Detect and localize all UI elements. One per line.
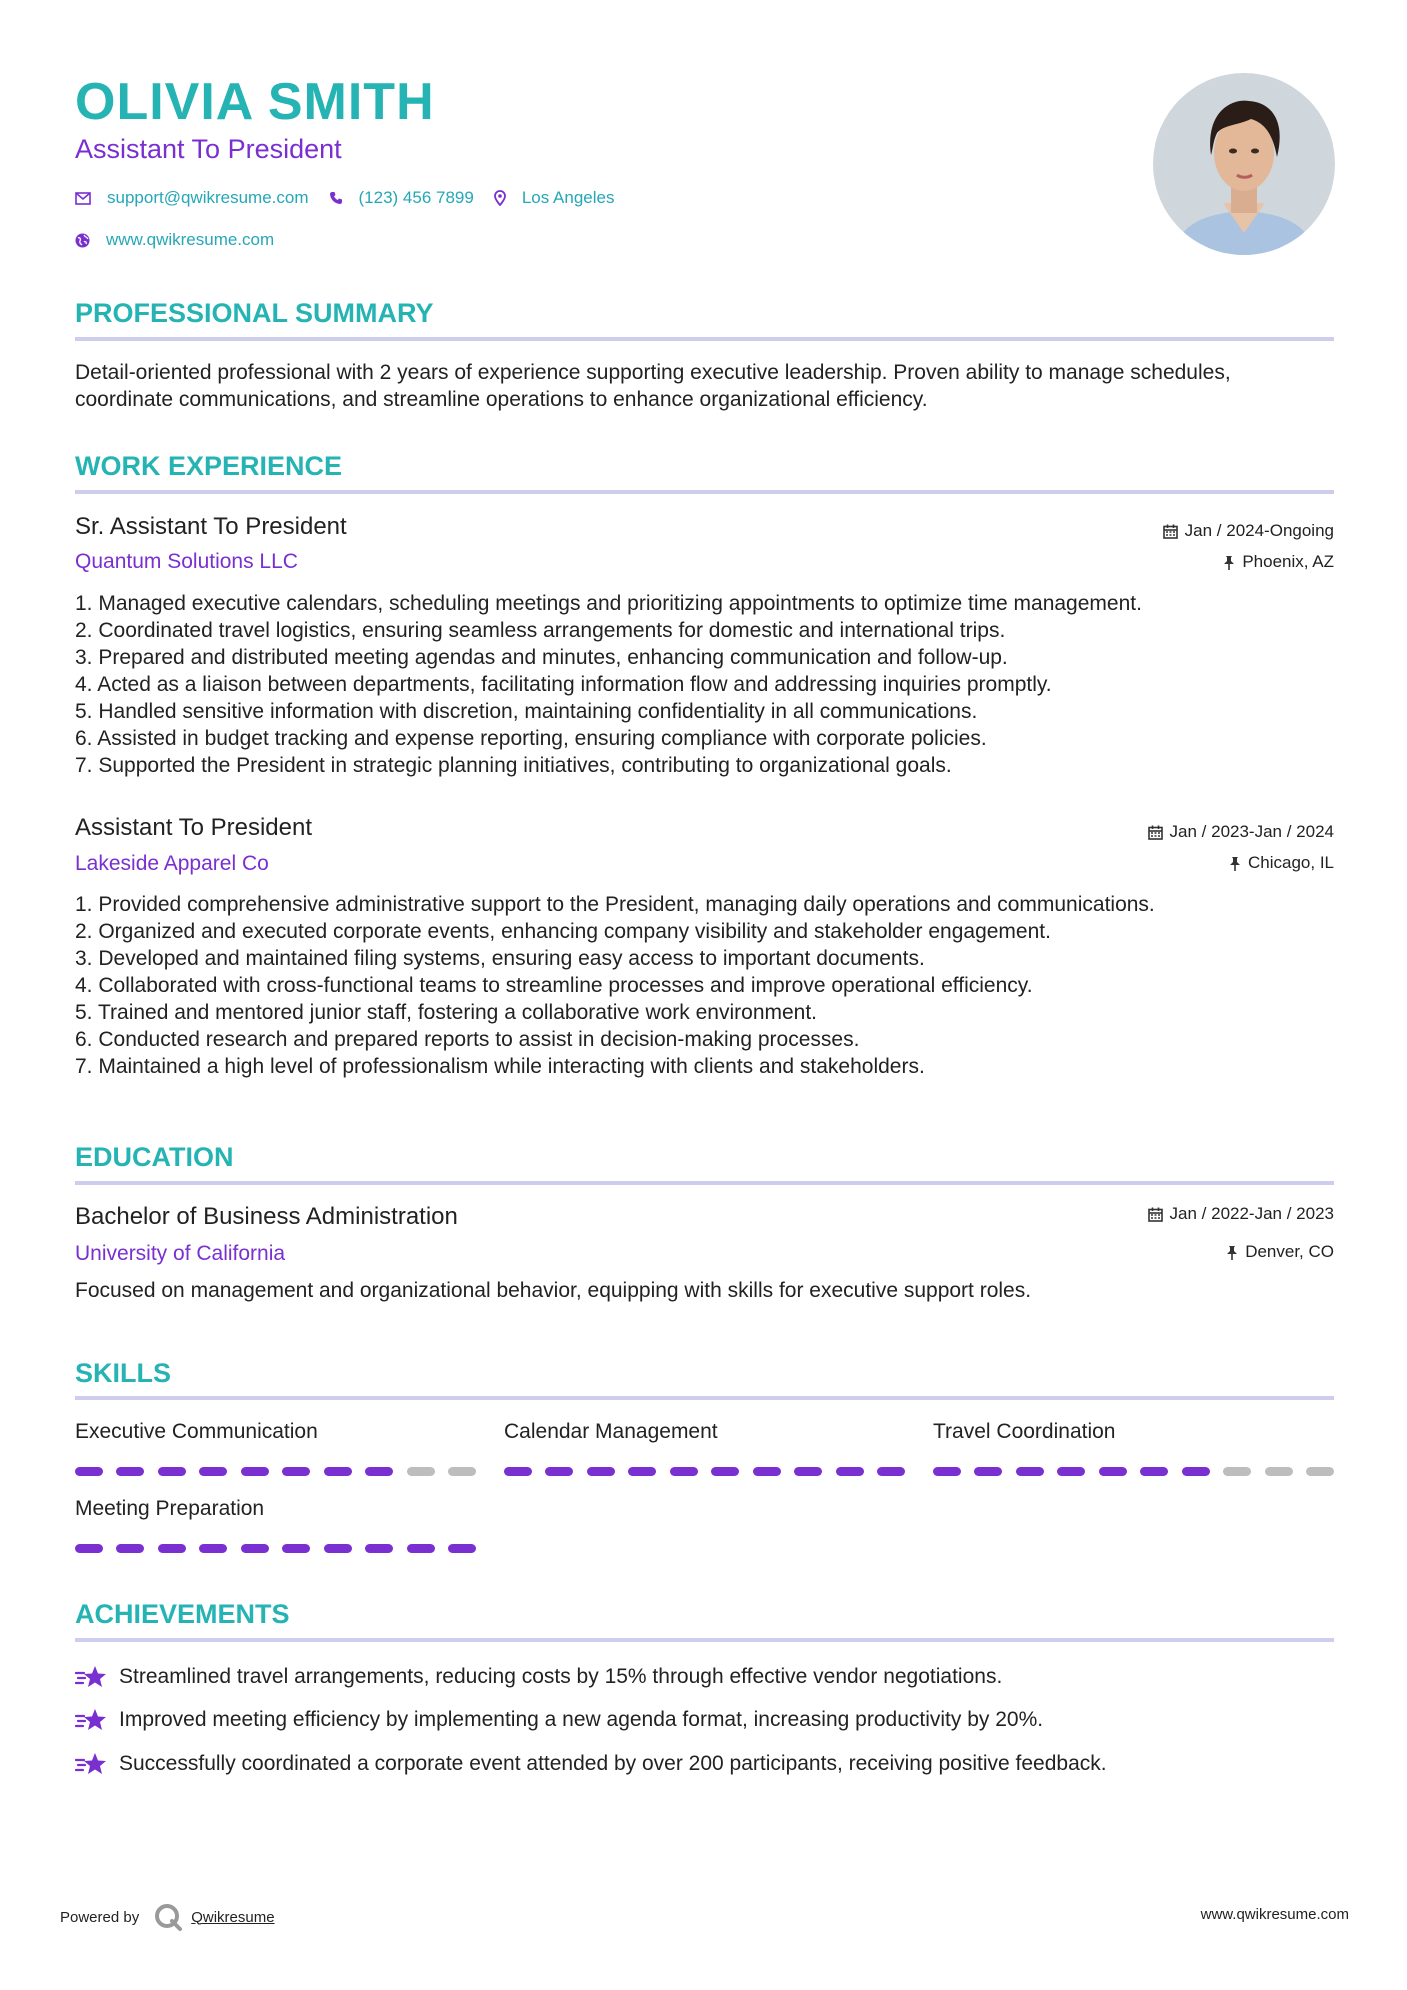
contact-row-2 [75,230,294,250]
skill-level-segment [365,1544,393,1553]
skill-level-segment [711,1467,739,1476]
skill-level-segment [75,1467,103,1476]
profile-photo [1153,73,1335,255]
summary-text: Detail-oriented professional with 2 years of experience supporting executive leadership. Proven ability to manage schedules, coordinate communications, and streamline operations to enhance organizational efficiency. [75,361,1231,411]
education-location [1226,1242,1334,1262]
job-location [1223,552,1334,572]
calendar-icon [1148,825,1163,840]
school-name: University of California [75,1242,286,1265]
list-item: 3. Developed and maintained filing systems, ensuring easy access to important documents. [75,947,925,970]
skill-level-bar [933,1467,1334,1477]
qwikresume-link[interactable]: Qwikresume [191,1908,275,1926]
job-location-text: Chicago, IL [1248,853,1334,872]
section-divider [75,490,1334,494]
skill-level-segment [1306,1467,1334,1476]
achievement-text: Streamlined travel arrangements, reducing costs by 15% through effective vendor negotiations. [119,1665,1003,1688]
envelope-icon [75,192,91,205]
list-item: 6. Assisted in budget tracking and expense reporting, ensuring compliance with corporate policies. [75,727,987,750]
skill-level-segment [877,1467,905,1476]
job-dates [1148,822,1334,842]
skill-level-segment [545,1467,573,1476]
pushpin-icon [1223,555,1235,570]
list-item: 4. Collaborated with cross-functional teams to streamline processes and improve operational efficiency. [75,974,1033,997]
list-item: 1. Managed executive calendars, scheduling meetings and prioritizing appointments to optimize time management. [75,592,1142,615]
location-item [494,188,615,208]
skill-level-segment [504,1467,532,1476]
skill-level-segment [365,1467,393,1476]
job-duties-list [75,590,1345,779]
achievement-item [75,1706,1043,1733]
pushpin-icon [1226,1245,1238,1260]
list-item: 3. Prepared and distributed meeting agendas and minutes, enhancing communication and follow-up. [75,646,1008,669]
phone-text[interactable]: (123) 456 7899 [358,188,474,207]
list-item: 5. Handled sensitive information with discretion, maintaining confidentiality in all communications. [75,700,978,723]
skill-level-segment [1182,1467,1210,1476]
skill-name: Travel Coordination [933,1420,1116,1443]
globe-icon [75,233,90,248]
job-company: Lakeside Apparel Co [75,852,269,875]
calendar-icon [1148,1207,1163,1222]
job-dates-text: Jan / 2023-Jan / 2024 [1169,822,1334,841]
achievement-item [75,1750,1107,1777]
skill-level-segment [282,1467,310,1476]
section-divider [75,337,1334,341]
list-item: 4. Acted as a liaison between departments, facilitating information flow and addressing inquiries promptly. [75,673,1052,696]
section-divider [75,1638,1334,1642]
skill-level-segment [116,1544,144,1553]
footer-powered-by [60,1902,275,1932]
skill-level-segment [75,1544,103,1553]
education-description: Focused on management and organizational behavior, equipping with skills for executive support roles. [75,1279,1032,1302]
star-icon [75,1707,109,1733]
skill-level-segment [158,1544,186,1553]
skill-level-segment [158,1467,186,1476]
candidate-name: OLIVIA SMITH [75,73,435,131]
star-icon [75,1751,109,1777]
skill-level-bar [75,1544,476,1554]
skill-level-segment [241,1467,269,1476]
calendar-icon [1163,524,1178,539]
skill-level-bar [504,1467,905,1477]
experience-heading: WORK EXPERIENCE [75,451,343,481]
pushpin-icon [1229,856,1241,871]
contact-row-1 [75,188,634,208]
list-item: 2. Coordinated travel logistics, ensuring seamless arrangements for domestic and international trips. [75,619,1006,642]
achievement-text: Improved meeting efficiency by implementing a new agenda format, increasing productivity by 20%. [119,1708,1044,1731]
skill-name: Executive Communication [75,1420,318,1443]
job-dates [1163,521,1334,541]
skill-level-segment [1057,1467,1085,1476]
website-text[interactable]: www.qwikresume.com [106,230,275,249]
skill-name: Calendar Management [504,1420,718,1443]
skill-level-segment [794,1467,822,1476]
skill-level-segment [407,1544,435,1553]
job-title: Sr. Assistant To President [75,513,347,540]
map-pin-icon [494,190,506,206]
skill-level-segment [241,1544,269,1553]
skill-level-segment [324,1467,352,1476]
skill-level-segment [753,1467,781,1476]
skill-level-segment [1223,1467,1251,1476]
location-text: Los Angeles [521,188,615,207]
list-item: 6. Conducted research and prepared reports to assist in decision-making processes. [75,1028,860,1051]
phone-icon [329,191,343,205]
list-item: 1. Provided comprehensive administrative support to the President, managing daily operations and communications. [75,893,1155,916]
footer-website[interactable]: www.qwikresume.com [1200,1906,1349,1923]
skill-level-segment [448,1467,476,1476]
skill-level-segment [933,1467,961,1476]
skill-name: Meeting Preparation [75,1497,265,1520]
job-company: Quantum Solutions LLC [75,550,298,573]
list-item: 5. Trained and mentored junior staff, fostering a collaborative work environment. [75,1001,818,1024]
skill-level-segment [1016,1467,1044,1476]
skill-level-bar [75,1467,476,1477]
skill-level-segment [116,1467,144,1476]
education-dates-text: Jan / 2022-Jan / 2023 [1169,1204,1334,1223]
job-duties-list [75,891,1345,1080]
job-location-text: Phoenix, AZ [1242,552,1334,571]
skill-level-segment [974,1467,1002,1476]
education-location-text: Denver, CO [1245,1242,1334,1261]
star-icon [75,1664,109,1690]
list-item: 2. Organized and executed corporate events, enhancing company visibility and stakeholder engagement. [75,920,1051,943]
skill-level-segment [587,1467,615,1476]
achievements-heading: ACHIEVEMENTS [75,1599,290,1629]
skill-level-segment [628,1467,656,1476]
education-heading: EDUCATION [75,1142,234,1172]
job-dates-text: Jan / 2024-Ongoing [1184,521,1334,540]
skill-level-segment [1140,1467,1168,1476]
phone-item[interactable] [329,188,474,208]
skills-heading: SKILLS [75,1358,172,1388]
skill-level-segment [324,1544,352,1553]
education-dates [1148,1204,1334,1224]
section-divider [75,1396,1334,1400]
list-item: 7. Maintained a high level of professionalism while interacting with clients and stakeholders. [75,1055,925,1078]
skill-level-segment [407,1467,435,1476]
skill-level-segment [448,1544,476,1553]
achievement-text: Successfully coordinated a corporate event attended by over 200 participants, receiving positive feedback. [119,1752,1107,1775]
email-text[interactable]: support@qwikresume.com [107,188,309,207]
achievement-item [75,1663,1002,1690]
degree-title: Bachelor of Business Administration [75,1203,458,1230]
skill-level-segment [199,1544,227,1553]
skill-level-segment [670,1467,698,1476]
skill-level-segment [1265,1467,1293,1476]
candidate-title: Assistant To President [75,134,342,164]
section-divider [75,1181,1334,1185]
summary-heading: PROFESSIONAL SUMMARY [75,298,434,328]
skill-level-segment [282,1544,310,1553]
job-title: Assistant To President [75,814,313,841]
qwikresume-logo-icon [153,1902,183,1932]
skill-level-segment [836,1467,864,1476]
email-item[interactable] [75,188,309,208]
skill-level-segment [199,1467,227,1476]
skill-level-segment [1099,1467,1127,1476]
list-item: 7. Supported the President in strategic planning initiatives, contributing to organizational goals. [75,754,952,777]
website-item[interactable] [75,230,274,250]
job-location [1229,853,1334,873]
powered-by-label: Powered by [60,1908,140,1926]
